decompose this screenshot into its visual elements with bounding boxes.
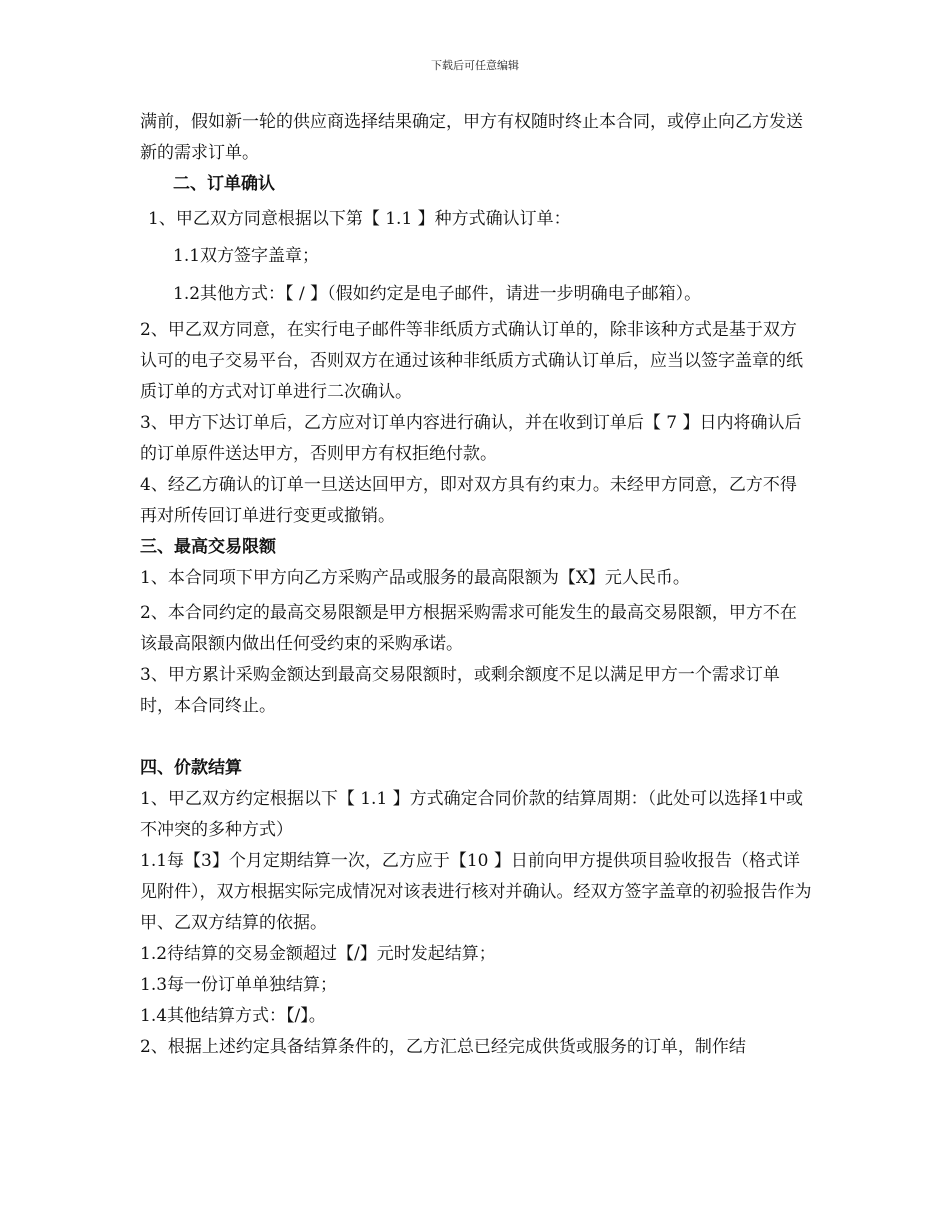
- section-heading: 四、价款结算: [140, 758, 242, 778]
- paragraph: 2、本合同约定的最高交易限额是甲方根据采购需求可能发生的最高交易限额，甲方不在该最高限额内做出任何受约束的采购承诺。: [140, 603, 797, 654]
- paragraph: 3、甲方累计采购金额达到最高交易限额时，或剩余额度不足以满足甲方一个需求订单时，本合同终止。: [140, 665, 780, 716]
- blank-line: [140, 722, 812, 753]
- page-header: 下载后可任意编辑: [431, 59, 519, 72]
- paragraph: 2、甲乙双方同意，在实行电子邮件等非纸质方式确认订单的，除非该种方式是基于双方认可的电子交易平台，否则双方在通过该种非纸质方式确认订单后，应当以签字盖章的纸质订单的方式对订单进行二次确认。: [140, 320, 803, 402]
- paragraph: 1.4其他结算方式：【/】。: [140, 1006, 326, 1026]
- document-body: [140, 107, 812, 1063]
- paragraph: 2、根据上述约定具备结算条件的，乙方汇总已经完成供货或服务的订单，制作结: [140, 1037, 746, 1057]
- paragraph: 满前，假如新一轮的供应商选择结果确定，甲方有权随时终止本合同，或停止向乙方发送新的需求订单。: [140, 112, 803, 163]
- paragraph: 3、甲方下达订单后，乙方应对订单内容进行确认，并在收到订单后【 7 】日内将确认后的订单原件送达甲方，否则甲方有权拒绝付款。: [140, 413, 802, 464]
- paragraph: 1.2待结算的交易金额超过【/】元时发起结算；: [140, 944, 496, 964]
- paragraph: 1.3每一份订单单独结算；: [140, 975, 338, 995]
- paragraph: 1.1双方签字盖章；: [173, 246, 320, 266]
- section-heading: 二、订单确认: [173, 174, 275, 194]
- paragraph: 1、甲乙双方同意根据以下第【 1.1 】种方式确认订单：: [148, 209, 571, 229]
- paragraph: 1、本合同项下甲方向乙方采购产品或服务的最高限额为【X】元人民币。: [140, 568, 690, 588]
- section-heading: 三、最高交易限额: [140, 537, 276, 557]
- paragraph: 1、甲乙双方约定根据以下【 1.1 】方式确定合同价款的结算周期：（此处可以选择1中或不冲突的多种方式）: [140, 789, 803, 840]
- paragraph: 4、经乙方确认的订单一旦送达回甲方，即对双方具有约束力。未经甲方同意，乙方不得再对所传回订单进行变更或撤销。: [140, 475, 797, 526]
- paragraph: 1.2其他方式：【 / 】（假如约定是电子邮件，请进一步明确电子邮箱）。: [173, 284, 702, 304]
- paragraph: 1.1每【3】个月定期结算一次，乙方应于【10 】日前向甲方提供项目验收报告（格式详见附件），双方根据实际完成情况对该表进行核对并确认。经双方签字盖章的初验报告作为甲、乙双方结算的依据。: [140, 851, 812, 933]
